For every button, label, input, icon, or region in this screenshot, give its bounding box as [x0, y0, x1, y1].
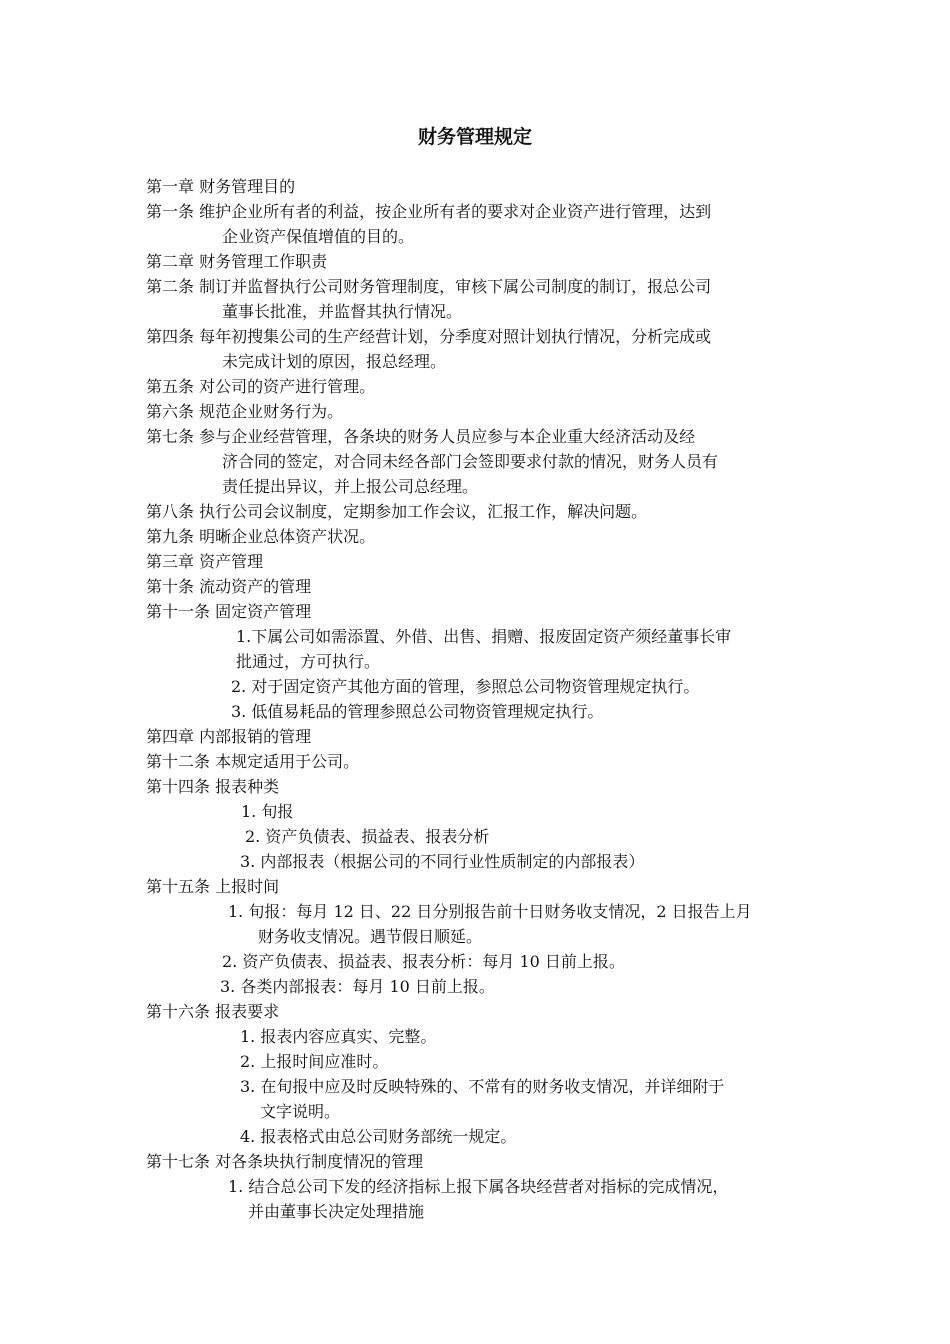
list-item-continuation: 批通过，方可执行。: [236, 652, 381, 671]
article-line: 第九条 明晰企业总体资产状况。: [146, 527, 376, 546]
list-item-continuation: 文字说明。: [260, 1102, 341, 1121]
article-line: 第十六条 报表要求: [146, 1002, 280, 1021]
list-item-continuation: 财务收支情况。遇节假日顺延。: [258, 927, 483, 946]
article-line: 第十一条 固定资产管理: [146, 602, 312, 621]
document-title: 财务管理规定: [417, 126, 532, 148]
list-item: 3. 各类内部报表：每月 10 日前上报。: [220, 977, 495, 996]
list-item-continuation: 并由董事长决定处理措施: [248, 1202, 425, 1221]
list-item: 3. 在旬报中应及时反映特殊的、不常有的财务收支情况，并详细附于: [240, 1077, 725, 1096]
article-line: 第十条 流动资产的管理: [146, 577, 312, 596]
list-item: 1.下属公司如需添置、外借、出售、捐赠、报废固定资产须经董事长审: [236, 627, 732, 646]
article-continuation: 企业资产保值增值的目的。: [222, 227, 415, 246]
list-item: 2. 对于固定资产其他方面的管理，参照总公司物资管理规定执行。: [231, 677, 700, 696]
article-line: 第七条 参与企业经营管理，各条块的财务人员应参与本企业重大经济活动及经: [146, 427, 696, 446]
chapter-heading: 第一章 财务管理目的: [146, 177, 296, 196]
article-line: 第六条 规范企业财务行为。: [146, 402, 344, 421]
article-line: 第五条 对公司的资产进行管理。: [146, 377, 376, 396]
list-item: 4. 报表格式由总公司财务部统一规定。: [240, 1127, 517, 1146]
list-item: 1. 报表内容应真实、完整。: [240, 1027, 437, 1046]
list-item: 1. 结合总公司下发的经济指标上报下属各块经营者对指标的完成情况，: [228, 1177, 729, 1196]
chapter-heading: 第二章 财务管理工作职责: [146, 252, 328, 271]
article-line: 第十七条 对各条块执行制度情况的管理: [146, 1152, 424, 1171]
list-item: 1. 旬报：每月 12 日、22 日分别报告前十日财务收支情况，2 日报告上月: [228, 902, 752, 921]
list-item: 1. 旬报: [241, 802, 294, 821]
chapter-heading: 第四章 内部报销的管理: [146, 727, 312, 746]
chapter-heading: 第三章 资产管理: [146, 552, 264, 571]
article-continuation: 济合同的签定，对合同未经各部门会签即要求付款的情况，财务人员有: [222, 452, 719, 471]
article-line: 第四条 每年初搜集公司的生产经营计划，分季度对照计划执行情况，分析完成或: [146, 327, 712, 346]
article-line: 第一条 维护企业所有者的利益，按企业所有者的要求对企业资产进行管理，达到: [146, 202, 712, 221]
article-line: 第八条 执行公司会议制度，定期参加工作会议，汇报工作，解决问题。: [146, 502, 648, 521]
list-item: 2. 资产负债表、损益表、报表分析：每月 10 日前上报。: [222, 952, 625, 971]
article-continuation: 董事长批准，并监督其执行情况。: [222, 302, 463, 321]
list-item: 2. 资产负债表、损益表、报表分析: [245, 827, 490, 846]
article-line: 第十五条 上报时间: [146, 877, 280, 896]
list-item: 3. 低值易耗品的管理参照总公司物资管理规定执行。: [231, 702, 604, 721]
article-line: 第二条 制订并监督执行公司财务管理制度，审核下属公司制度的制订，报总公司: [146, 277, 712, 296]
list-item: 3. 内部报表（根据公司的不同行业性质制定的内部报表）: [240, 852, 645, 871]
article-continuation: 责任提出异议，并上报公司总经理。: [222, 477, 479, 496]
article-line: 第十二条 本规定适用于公司。: [146, 752, 360, 771]
list-item: 2. 上报时间应准时。: [240, 1052, 389, 1071]
article-line: 第十四条 报表种类: [146, 777, 280, 796]
article-continuation: 未完成计划的原因，报总经理。: [222, 352, 447, 371]
